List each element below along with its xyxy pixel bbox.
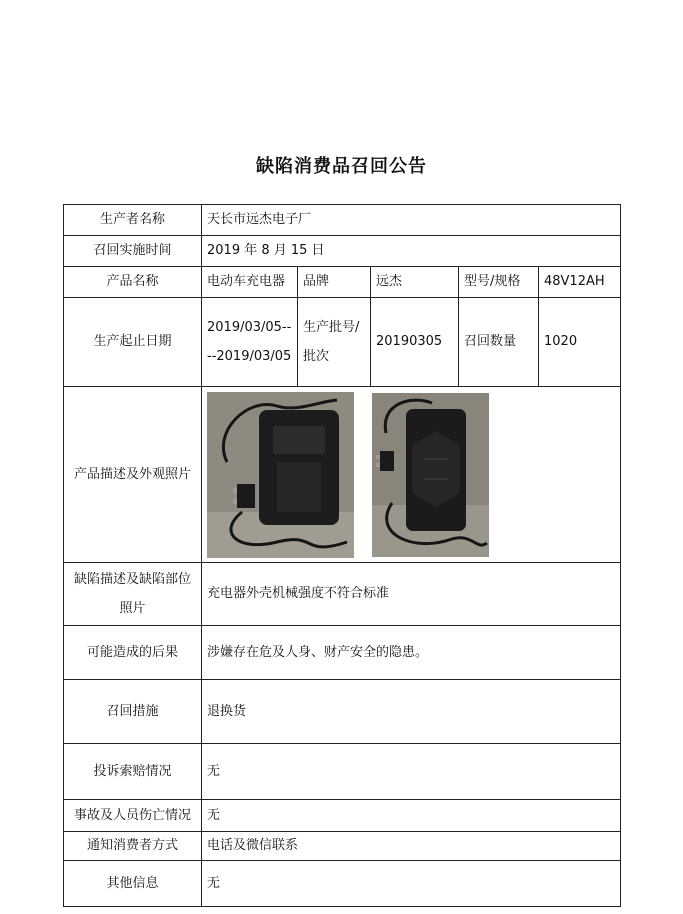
consequence-value: 涉嫌存在危及人身、财产安全的隐患。 [202, 626, 621, 680]
row-photos [64, 387, 621, 563]
other-label: 其他信息 [64, 861, 202, 907]
complaints-label: 投诉索赔情况 [64, 744, 202, 800]
row-production [64, 298, 621, 387]
row-other [64, 861, 621, 907]
row-manufacturer [64, 205, 621, 236]
batch-label: 生产批号/批次 [298, 298, 371, 387]
complaints-value: 无 [202, 744, 621, 800]
product-label: 产品名称 [64, 267, 202, 298]
recall-date-label: 召回实施时间 [64, 236, 202, 267]
product-value: 电动车充电器 [202, 267, 298, 298]
brand-value: 远杰 [371, 267, 459, 298]
quantity-label: 召回数量 [459, 298, 539, 387]
accidents-value: 无 [202, 800, 621, 832]
notice-title: 缺陷消费品召回公告 [256, 156, 427, 177]
notify-value: 电话及微信联系 [202, 832, 621, 861]
brand-label: 品牌 [298, 267, 371, 298]
charger-side-photo [372, 393, 489, 557]
quantity-value: 1020 [539, 298, 621, 387]
row-measure [64, 680, 621, 744]
consequence-label: 可能造成的后果 [64, 626, 202, 680]
manufacturer-value: 天长市远杰电子厂 [202, 205, 621, 236]
accidents-label: 事故及人员伤亡情况 [64, 800, 202, 832]
other-value: 无 [202, 861, 621, 907]
photos-cell [202, 387, 621, 563]
recall-date-value: 2019 年 8 月 15 日 [202, 236, 621, 267]
production-date-label: 生产起止日期 [64, 298, 202, 387]
model-label: 型号/规格 [459, 267, 539, 298]
row-product [64, 267, 621, 298]
measure-label: 召回措施 [64, 680, 202, 744]
photos-label: 产品描述及外观照片 [64, 387, 202, 563]
batch-value: 20190305 [371, 298, 459, 387]
row-accidents [64, 800, 621, 832]
defect-label: 缺陷描述及缺陷部位照片 [64, 563, 202, 626]
measure-value: 退换货 [202, 680, 621, 744]
row-consequence [64, 626, 621, 680]
notify-label: 通知消费者方式 [64, 832, 202, 861]
row-complaints [64, 744, 621, 800]
manufacturer-label: 生产者名称 [64, 205, 202, 236]
defect-value: 充电器外壳机械强度不符合标准 [202, 563, 621, 626]
model-value: 48V12AH [539, 267, 621, 298]
row-notify [64, 832, 621, 861]
recall-table [63, 204, 621, 907]
production-date-value: 2019/03/05----2019/03/05 [202, 298, 298, 387]
row-recall-date [64, 236, 621, 267]
row-defect [64, 563, 621, 626]
charger-front-photo [207, 392, 354, 558]
